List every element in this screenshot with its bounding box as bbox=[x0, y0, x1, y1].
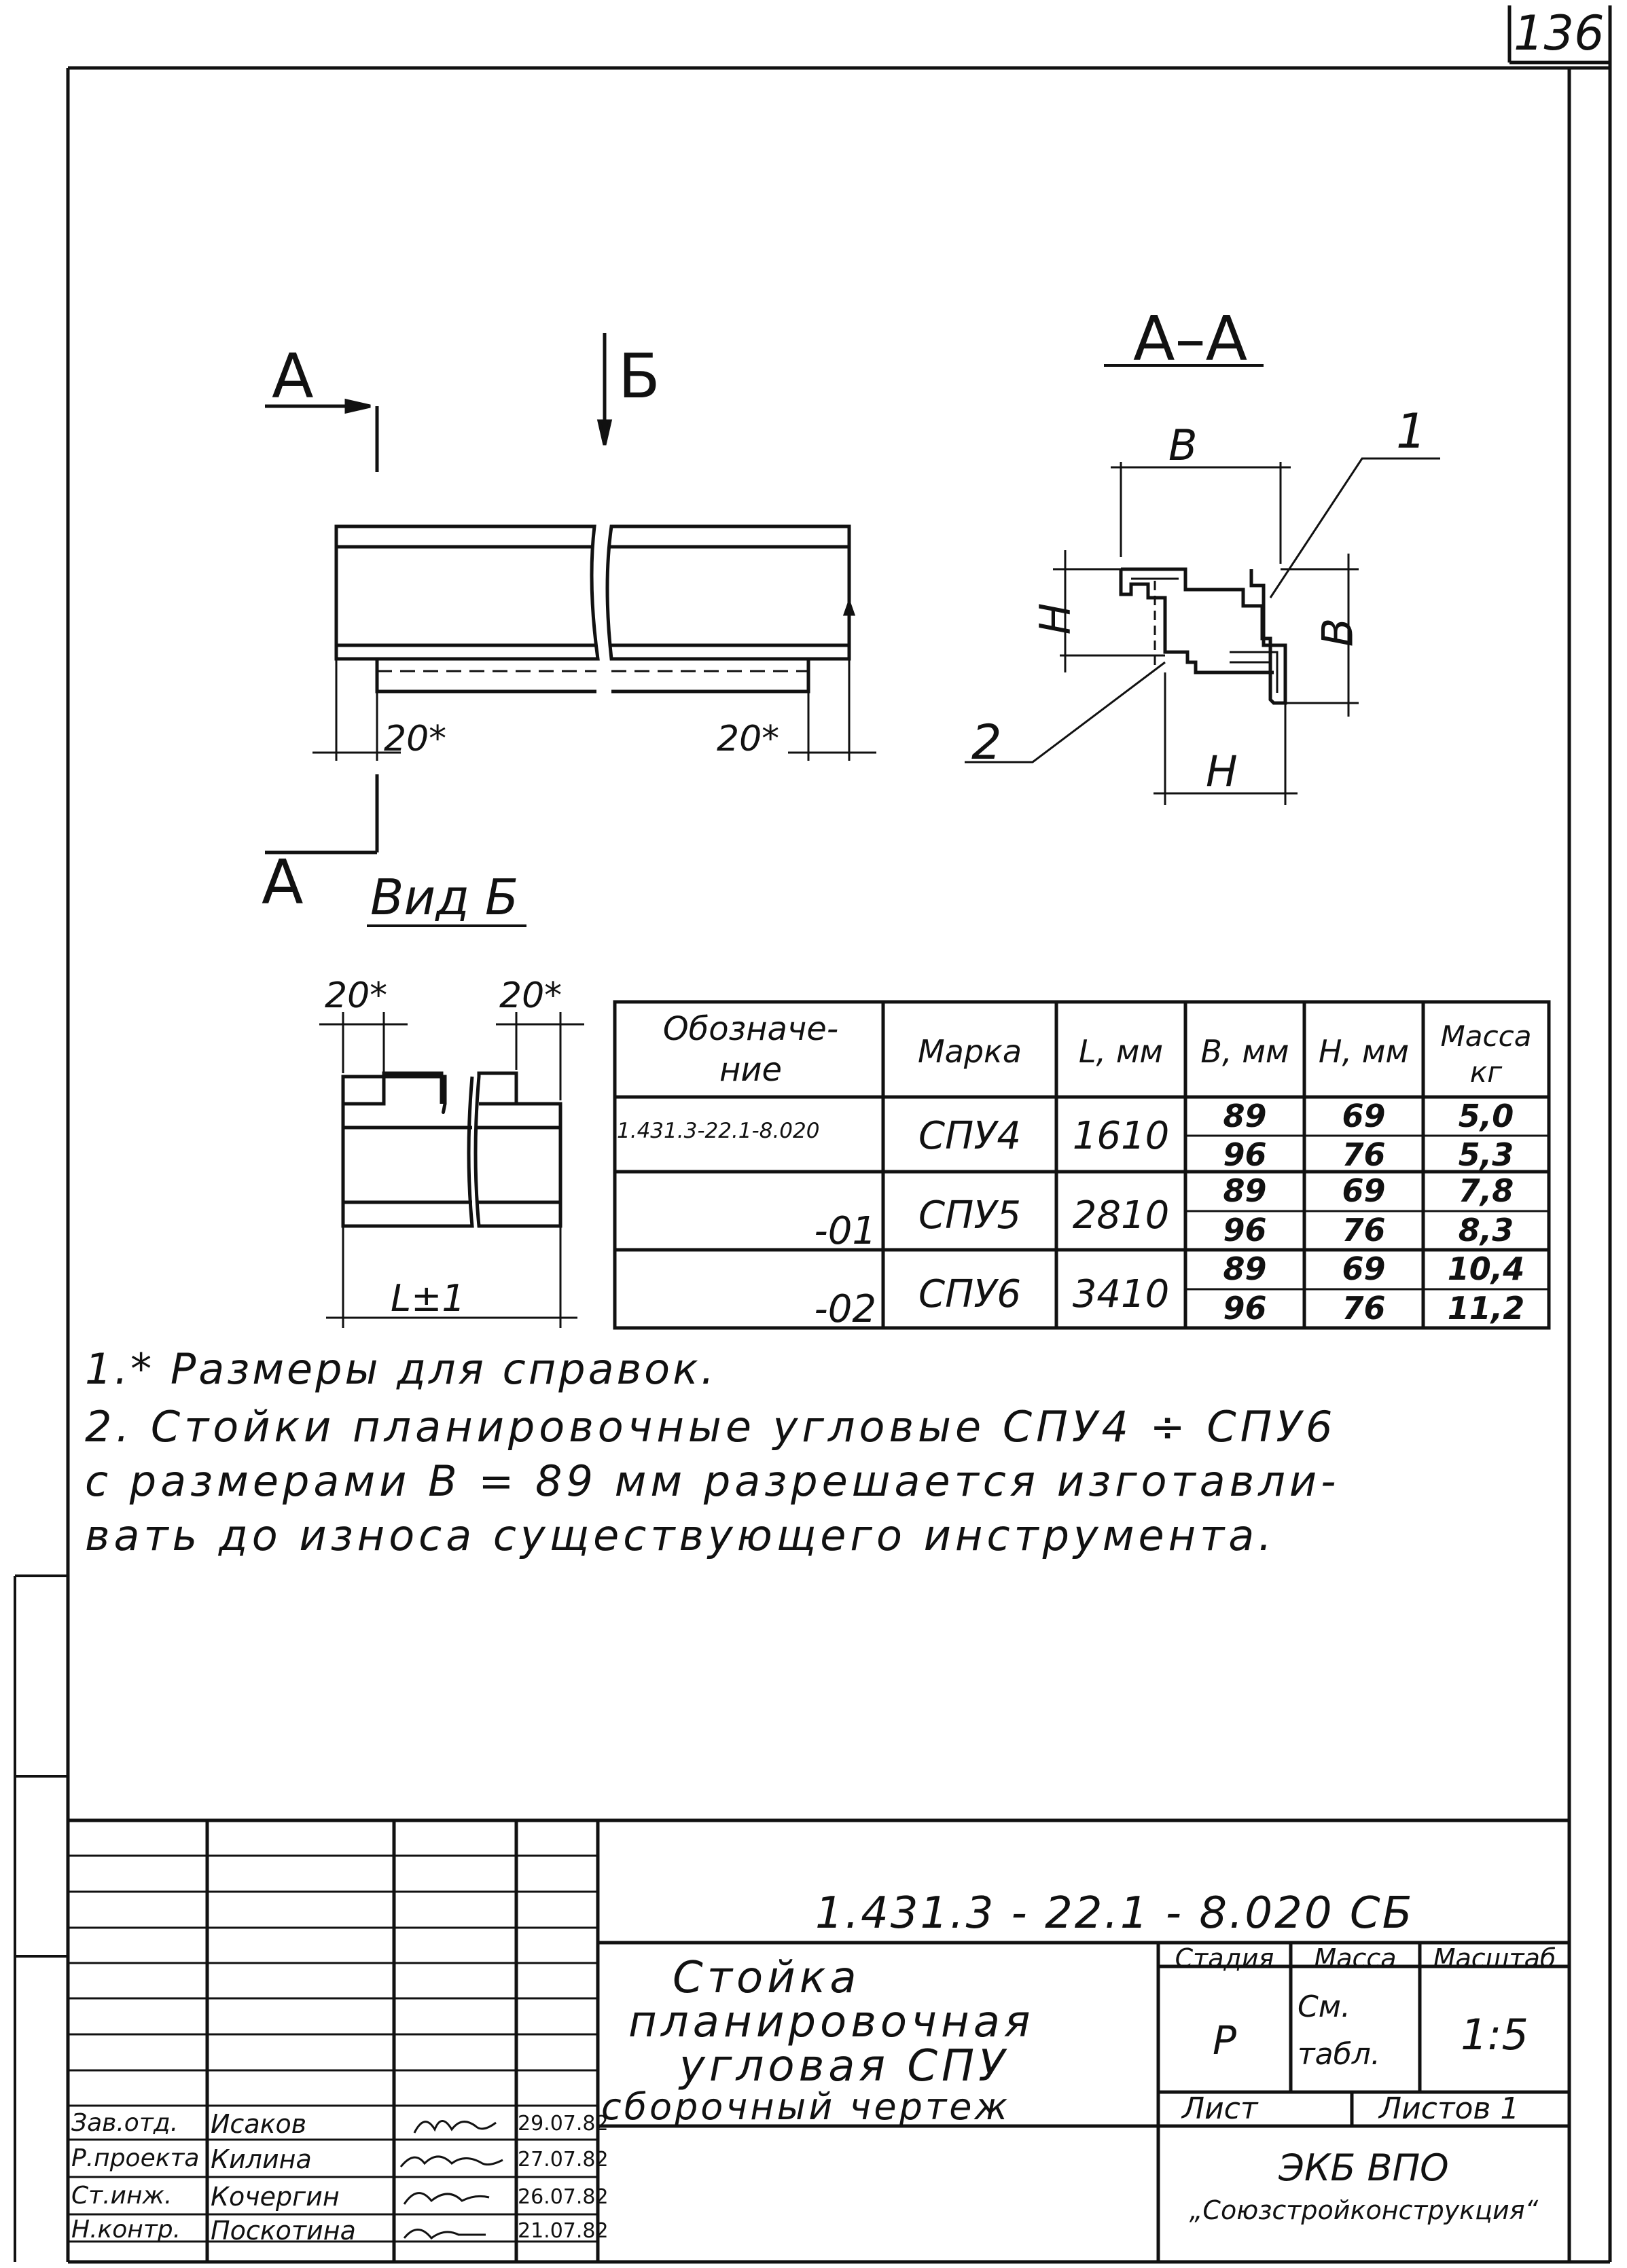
scale-value: 1:5 bbox=[1461, 2010, 1528, 2059]
document-code: 1.431.3 - 22.1 - 8.020 СБ bbox=[815, 1888, 1414, 1939]
signature-scribble bbox=[414, 2121, 496, 2134]
signature-name: Килина bbox=[211, 2144, 312, 2174]
table-header-length: L, мм bbox=[1078, 1033, 1164, 1070]
title-line-1: Стойка bbox=[673, 1953, 861, 2003]
table-cell-mass: 8,3 bbox=[1458, 1212, 1514, 1248]
sheet-label: Лист bbox=[1182, 2091, 1258, 2126]
table-cell-designation: -01 bbox=[814, 1209, 876, 1253]
cut-a-bottom-label: А bbox=[262, 847, 304, 918]
stage-label: Стадия bbox=[1175, 1943, 1274, 1973]
table-cell-mass: 5,3 bbox=[1458, 1136, 1514, 1173]
viewb-dim-length: L±1 bbox=[391, 1277, 465, 1320]
org-name: ЭКБ ВПО bbox=[1279, 2146, 1449, 2189]
sheets-label: Листов 1 bbox=[1379, 2091, 1520, 2126]
table-cell-mark: СПУ5 bbox=[918, 1193, 1021, 1238]
section-a-a-label: А–А bbox=[1133, 304, 1248, 375]
mass-label: Масса bbox=[1314, 1943, 1397, 1973]
table-cell-b: 89 bbox=[1223, 1250, 1267, 1287]
sheet-number: 136 bbox=[1514, 5, 1605, 61]
dim-20-left: 20* bbox=[384, 719, 447, 759]
section-dim-h-bottom: Н bbox=[1206, 746, 1238, 796]
note-line-4: вать до износа существующего инструмента. bbox=[85, 1511, 1276, 1560]
table-cell-b: 96 bbox=[1223, 1212, 1267, 1248]
table-cell-mass: 10,4 bbox=[1447, 1250, 1525, 1287]
scale-label: Масштаб bbox=[1433, 1943, 1556, 1973]
leader-2-label: 2 bbox=[971, 715, 1002, 770]
table-cell-h: 69 bbox=[1342, 1250, 1386, 1287]
signature-role: Зав.отд. bbox=[71, 2109, 179, 2137]
signature-date: 29.07.82 bbox=[518, 2112, 609, 2136]
section-dim-b-side: В bbox=[1312, 617, 1363, 647]
signature-date: 27.07.82 bbox=[518, 2148, 609, 2172]
table-cell-mark: СПУ6 bbox=[918, 1272, 1021, 1316]
signature-role: Ст.инж. bbox=[71, 2182, 173, 2210]
table-header-mark: Марка bbox=[917, 1033, 1022, 1070]
view-b-label: Вид Б bbox=[370, 869, 519, 926]
table-cell-b: 96 bbox=[1223, 1290, 1267, 1327]
table-header-b: В, мм bbox=[1200, 1033, 1289, 1070]
section-dim-b-top: В bbox=[1168, 420, 1198, 470]
table-header-designation: Обозначе- ние bbox=[662, 1010, 839, 1089]
note-line-2: 2. Стойки планировочные угловые СПУ4 ÷ СПУ6 bbox=[85, 1402, 1337, 1452]
signature-scribble bbox=[404, 2230, 486, 2239]
table-cell-mass: 7,8 bbox=[1458, 1172, 1514, 1209]
table-cell-h: 76 bbox=[1342, 1290, 1386, 1327]
dim-20-right: 20* bbox=[717, 719, 780, 759]
table-cell-length: 3410 bbox=[1072, 1272, 1170, 1316]
viewb-dim-20-left: 20* bbox=[325, 975, 388, 1016]
signature-name: Кочергин bbox=[211, 2182, 340, 2212]
mass-value: См. табл. bbox=[1298, 1990, 1380, 2072]
signature-date: 26.07.82 bbox=[518, 2185, 609, 2209]
section-dim-h-side: Н bbox=[1030, 602, 1080, 635]
leader-1-label: 1 bbox=[1396, 403, 1427, 459]
table-cell-b: 96 bbox=[1223, 1136, 1267, 1173]
table-cell-length: 2810 bbox=[1072, 1193, 1170, 1238]
signature-role: Н.контр. bbox=[71, 2216, 181, 2244]
title-line-4: сборочный чертеж bbox=[601, 2085, 1011, 2128]
table-cell-length: 1610 bbox=[1072, 1114, 1170, 1158]
table-cell-h: 69 bbox=[1342, 1172, 1386, 1209]
table-cell-designation: -02 bbox=[814, 1287, 876, 1331]
signature-name: Исаков bbox=[211, 2109, 307, 2139]
stage-value: Р bbox=[1213, 2017, 1236, 2064]
table-header-mass: Масса кг bbox=[1440, 1020, 1532, 1089]
note-line-3: с размерами В = 89 мм разрешается изготавли- bbox=[85, 1456, 1340, 1506]
table-cell-b: 89 bbox=[1223, 1172, 1267, 1209]
cut-b-label: Б bbox=[618, 341, 660, 412]
title-line-3: угловая СПУ bbox=[679, 2041, 1009, 2091]
table-cell-mass: 5,0 bbox=[1458, 1098, 1514, 1134]
table-cell-h: 76 bbox=[1342, 1212, 1386, 1248]
signature-date: 21.07.82 bbox=[518, 2219, 609, 2243]
signature-role: Р.проекта bbox=[71, 2144, 200, 2172]
title-line-2: планировочная bbox=[628, 1997, 1035, 2047]
signature-name: Поскотина bbox=[211, 2216, 356, 2246]
table-header-h: Н, мм bbox=[1318, 1033, 1410, 1070]
table-cell-mass: 11,2 bbox=[1447, 1290, 1525, 1327]
table-cell-h: 76 bbox=[1342, 1136, 1386, 1173]
table-cell-mark: СПУ4 bbox=[918, 1114, 1021, 1158]
signature-scribble bbox=[401, 2157, 503, 2167]
cut-a-top-label: А bbox=[272, 341, 314, 412]
table-cell-designation: 1.431.3-22.1-8.020 bbox=[617, 1119, 820, 1143]
signature-scribble bbox=[404, 2193, 489, 2204]
org-name-full: „Союзстройконструкция“ bbox=[1189, 2195, 1539, 2225]
table-cell-h: 69 bbox=[1342, 1098, 1386, 1134]
viewb-dim-20-right: 20* bbox=[499, 975, 562, 1016]
table-cell-b: 89 bbox=[1223, 1098, 1267, 1134]
note-line-1: 1.* Размеры для справок. bbox=[85, 1344, 717, 1394]
